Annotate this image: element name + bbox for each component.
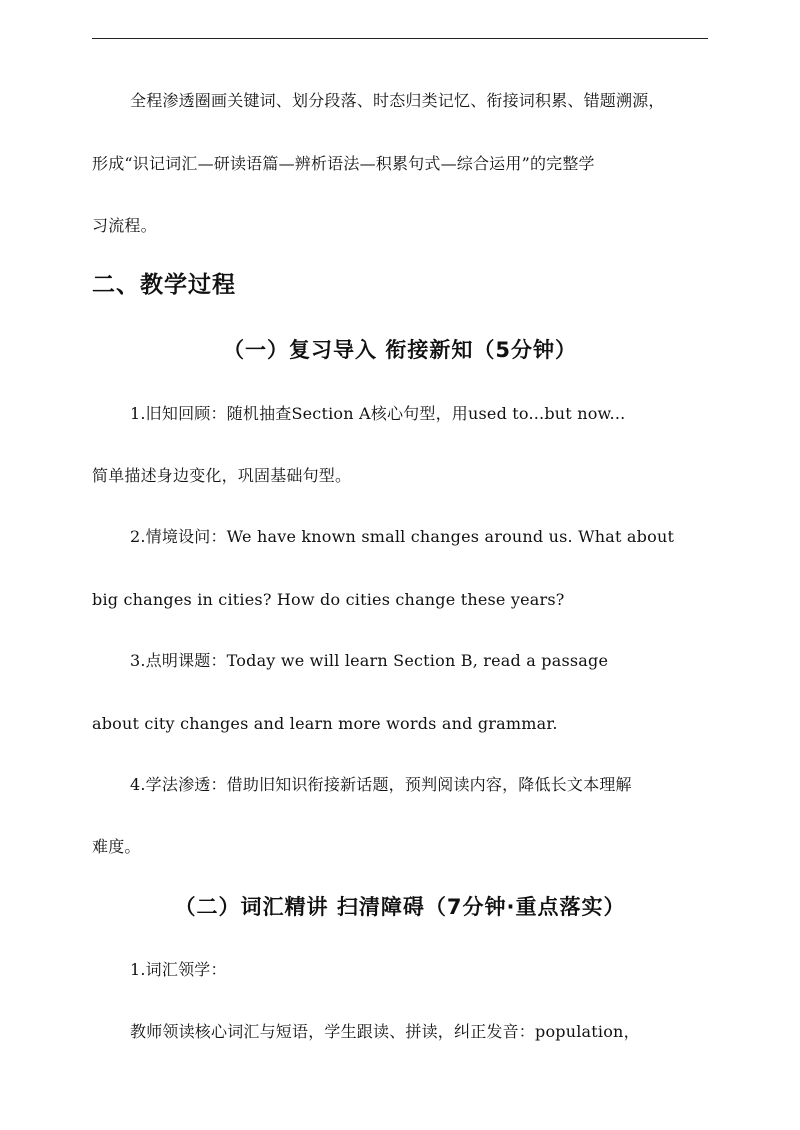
review-item-3-line-1: 3.点明课题：Today we will learn Section B, read a passage	[130, 651, 609, 670]
intro-paragraph-line-2: 形成“识记词汇—研读语篇—辨析语法—积累句式—综合运用”的完整学	[92, 154, 595, 173]
review-item-4-line-1: 4.学法渗透：借助旧知识衔接新话题，预判阅读内容，降低长文本理解	[130, 775, 632, 794]
review-item-4-line-2: 难度。	[92, 837, 141, 856]
review-item-3-line-2: about city changes and learn more words and grammar.	[92, 714, 558, 733]
header-rule	[92, 38, 708, 39]
vocabulary-item-1-label: 1.词汇领学：	[130, 960, 227, 979]
intro-paragraph-line-3: 习流程。	[92, 216, 157, 235]
intro-paragraph-line-1: 全程渗透圈画关键词、划分段落、时态归类记忆、衔接词积累、错题溯源，	[130, 91, 665, 110]
subsection-heading-review: （一）复习导入 衔接新知（5分钟）	[223, 338, 577, 362]
review-item-1-line-2: 简单描述身边变化，巩固基础句型。	[92, 466, 352, 485]
review-item-1-line-1: 1.旧知回顾：随机抽查Section A核心句型，用used to...but now...	[130, 404, 626, 423]
review-item-2-line-2: big changes in cities? How do cities change these years?	[92, 590, 565, 609]
section-heading-teaching-process: 二、教学过程	[92, 272, 236, 298]
vocabulary-item-1-text: 教师领读核心词汇与短语，学生跟读、拼读，纠正发音：population，	[130, 1022, 640, 1041]
subsection-heading-vocabulary: （二）词汇精讲 扫清障碍（7分钟·重点落实）	[174, 895, 626, 919]
review-item-2-line-1: 2.情境设问：We have known small changes around us. What about	[130, 527, 675, 546]
